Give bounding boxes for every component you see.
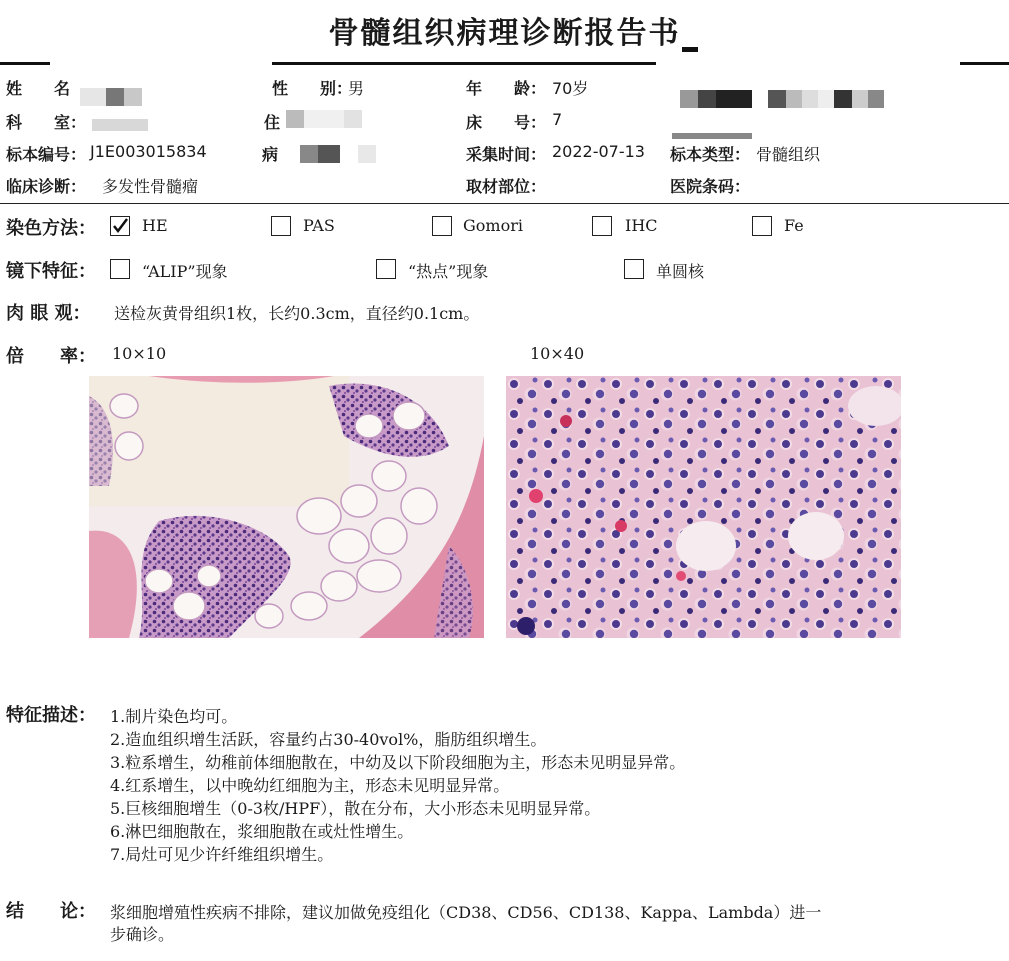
barcode-label: 医院条码：	[670, 177, 751, 196]
checkbox-gomori[interactable]	[432, 216, 452, 236]
header-rule-left	[0, 62, 50, 65]
specimen-type-value: 骨髓组织	[756, 145, 821, 164]
hospital-no-label: 住	[264, 113, 281, 132]
description-line: 5.巨核细胞增生（0-3枚/HPF），散在分布，大小形态未见明显异常。	[110, 799, 601, 818]
gross-text: 送检灰黄骨组织1枚，长约0.3cm，直径约0.1cm。	[114, 304, 480, 323]
specimen-type-label: 标本类型：	[670, 145, 751, 164]
magnification-left: 10×10	[112, 344, 167, 363]
redacted-hospital-no	[286, 110, 362, 132]
clinical-dx-label: 临床诊断：	[6, 177, 87, 196]
header-rule-center	[272, 62, 656, 65]
conclusion-line-1: 浆细胞增殖性疾病不排除，建议加做免疫组化（CD38、CD56、CD138、Kappa、Lambda）进一	[110, 903, 822, 922]
bed-value: 7	[552, 110, 563, 129]
title-mark	[682, 47, 698, 52]
specimen-no-label: 标本编号：	[6, 145, 87, 164]
conclusion-label: 结 论：	[6, 901, 96, 922]
stain-option-ihc: IHC	[625, 216, 658, 235]
micro-option-hotspot: “热点”现象	[408, 262, 489, 281]
stain-option-pas: PAS	[303, 216, 335, 235]
checkbox-pas[interactable]	[271, 216, 291, 236]
checkbox-hotspot[interactable]	[376, 259, 396, 279]
gender-label: 性 别：	[272, 79, 353, 98]
conclusion-line-2: 步确诊。	[110, 925, 175, 944]
stain-option-fe: Fe	[784, 216, 804, 235]
description-line: 4.红系增生，以中晚幼红细胞为主，形态未见明显异常。	[110, 776, 510, 795]
age-value: 70岁	[552, 79, 589, 98]
gross-label: 肉 眼 观：	[6, 303, 91, 324]
micro-label: 镜下特征：	[6, 261, 96, 282]
description-line: 2.造血组织增生活跃，容量约占30-40vol%，脂肪组织增生。	[110, 730, 547, 749]
name-label: 姓 名	[6, 79, 71, 98]
checkbox-ihc[interactable]	[592, 216, 612, 236]
redacted-id	[680, 90, 884, 112]
header-rule-right	[960, 62, 1009, 65]
clinical-dx-value: 多发性骨髓瘤	[102, 177, 199, 196]
checkbox-alip[interactable]	[110, 259, 130, 279]
description-line: 1.制片染色均可。	[110, 707, 238, 726]
redacted-dept	[92, 116, 148, 135]
redacted-name	[80, 88, 142, 110]
stain-option-gomori: Gomori	[463, 216, 523, 235]
description-line: 3.粒系增生，幼稚前体细胞散在，中幼及以下阶段细胞为主，形态未见明显异常。	[110, 753, 686, 772]
checkbox-fe[interactable]	[752, 216, 772, 236]
micrograph-low-power	[89, 376, 484, 638]
magnification-right: 10×40	[530, 344, 585, 363]
checkbox-mononuclear[interactable]	[624, 259, 644, 279]
gender-value: 男	[348, 79, 365, 98]
checkbox-he[interactable]	[110, 216, 130, 236]
info-divider	[0, 203, 1009, 204]
ward-label: 病	[262, 145, 279, 164]
description-label: 特征描述：	[6, 705, 96, 726]
micro-option-mononuclear: 单圆核	[656, 262, 705, 281]
age-label: 年 龄：	[466, 79, 547, 98]
description-line: 7.局灶可见少许纤维组织增生。	[110, 845, 334, 864]
magnification-label: 倍 率：	[6, 346, 96, 367]
report-title: 骨髓组织病理诊断报告书	[328, 16, 681, 51]
check-icon	[111, 217, 129, 235]
stain-option-he: HE	[142, 216, 168, 235]
micro-option-alip: “ALIP”现象	[142, 262, 228, 281]
description-line: 6.淋巴细胞散在，浆细胞散在或灶性增生。	[110, 822, 414, 841]
collect-time-label: 采集时间：	[466, 145, 547, 164]
dept-label: 科 室：	[6, 113, 87, 132]
stain-label: 染色方法：	[6, 218, 96, 239]
specimen-no-value: J1E003015834	[90, 142, 207, 161]
redacted-extra	[672, 124, 752, 143]
bed-label: 床 号：	[466, 113, 547, 132]
site-label: 取材部位：	[466, 177, 547, 196]
micrograph-high-power	[506, 376, 901, 638]
collect-time-value: 2022-07-13	[552, 142, 645, 161]
redacted-ward	[300, 145, 376, 167]
